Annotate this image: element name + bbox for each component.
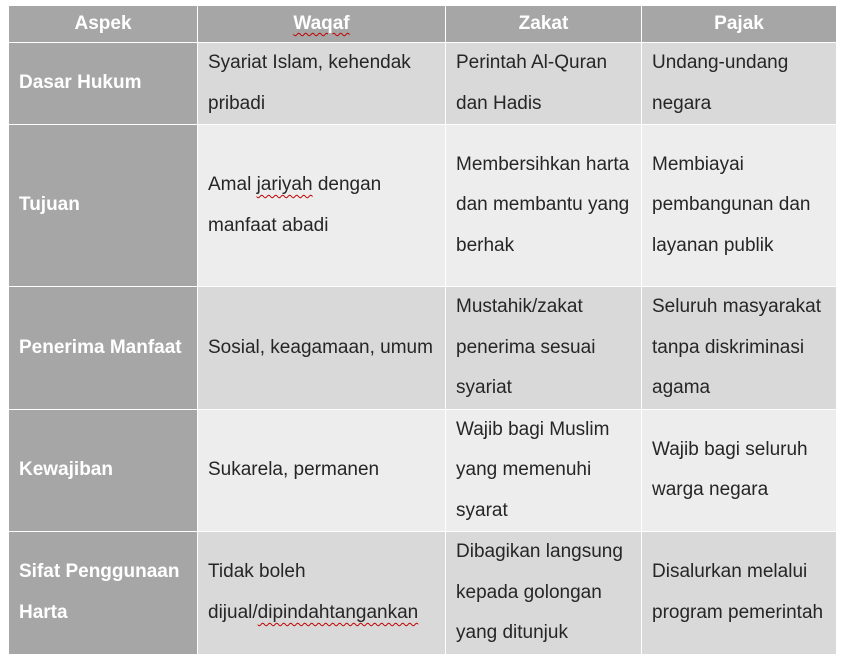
pajak-cell: Wajib bagi seluruh warga negara <box>642 409 837 532</box>
header-aspek: Aspek <box>9 6 198 43</box>
zakat-cell: Membersihkan harta dan membantu yang berhak <box>446 125 642 287</box>
table-row <box>9 287 837 410</box>
aspect-cell: Sifat Penggunaan Harta <box>9 532 198 655</box>
pajak-cell: Seluruh masyarakat tanpa diskriminasi agama <box>642 287 837 410</box>
zakat-cell: Wajib bagi Muslim yang memenuhi syarat <box>446 409 642 532</box>
pajak-cell: Undang-undang negara <box>642 43 837 125</box>
waqaf-text: Tidak boleh dijual/ <box>208 561 306 623</box>
waqaf-cell: Sukarela, permanen <box>198 409 446 532</box>
waqaf-text: Amal <box>208 174 257 195</box>
waqaf-cell <box>198 125 446 287</box>
waqaf-cell: Syariat Islam, kehendak pribadi <box>198 43 446 125</box>
waqaf-cell <box>198 532 446 655</box>
spellcheck-flagged-word: dipindahtangankan <box>257 601 419 623</box>
header-waqaf <box>198 6 446 43</box>
waqaf-cell: Sosial, keagamaan, umum <box>198 287 446 410</box>
zakat-cell: Perintah Al-Quran dan Hadis <box>446 43 642 125</box>
header-zakat: Zakat <box>446 6 642 43</box>
aspect-cell: Kewajiban <box>9 409 198 532</box>
table-row <box>9 125 837 287</box>
table-row <box>9 43 837 125</box>
aspect-cell: Dasar Hukum <box>9 43 198 125</box>
comparison-table <box>8 5 837 655</box>
pajak-cell: Membiayai pembangunan dan layanan publik <box>642 125 837 287</box>
aspect-cell: Penerima Manfaat <box>9 287 198 410</box>
waqaf-text: dengan manfaat abadi <box>208 174 382 236</box>
zakat-cell: Dibagikan langsung kepada golongan yang ditunjuk <box>446 532 642 655</box>
aspect-cell: Tujuan <box>9 125 198 287</box>
table-row <box>9 409 837 532</box>
header-pajak: Pajak <box>642 6 837 43</box>
table-header-row <box>9 6 837 43</box>
spellcheck-flagged-word: jariyah <box>256 174 313 195</box>
header-waqaf-label: Waqaf <box>293 13 350 34</box>
table-row <box>9 532 837 655</box>
pajak-cell: Disalurkan melalui program pemerintah <box>642 532 837 655</box>
zakat-cell: Mustahik/zakat penerima sesuai syariat <box>446 287 642 410</box>
